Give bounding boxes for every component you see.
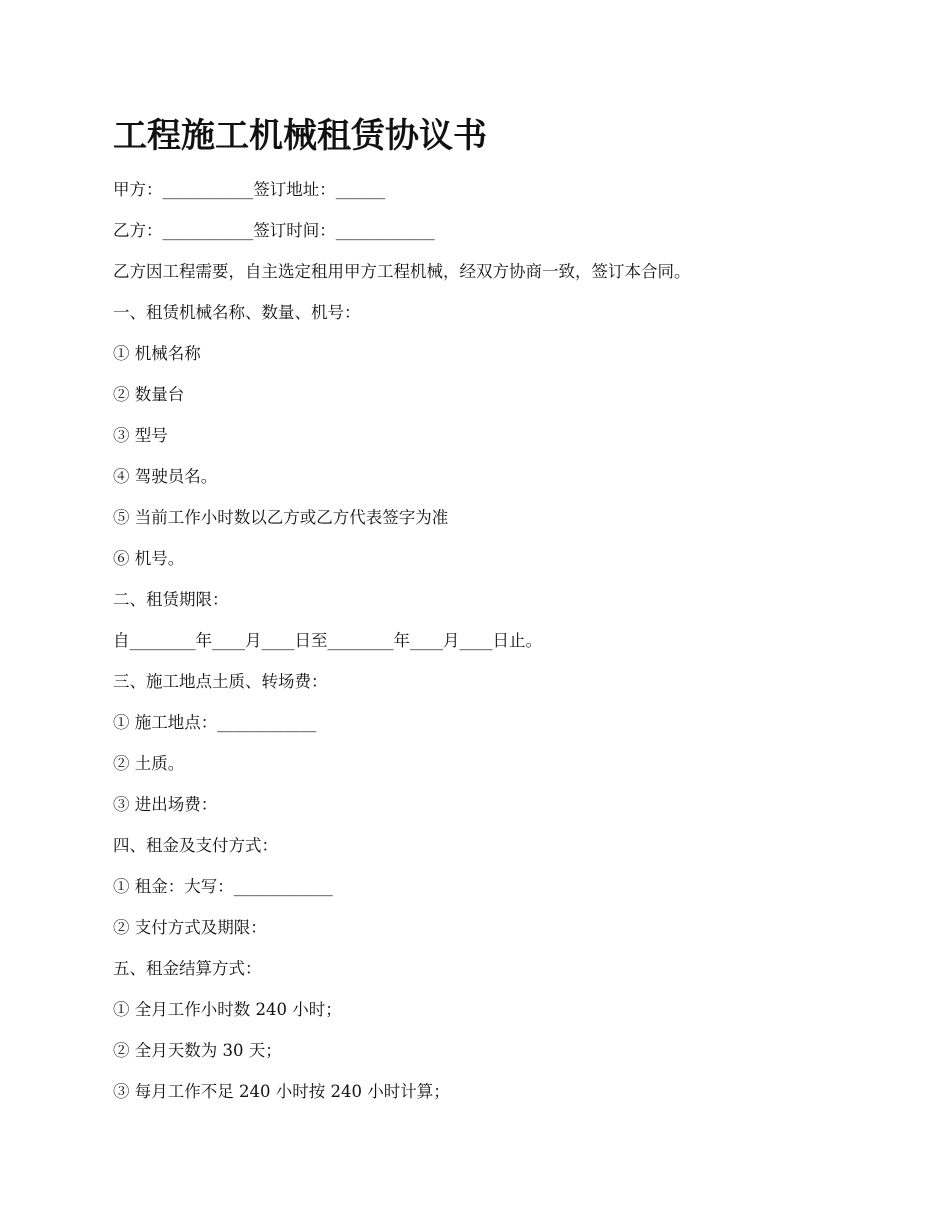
- list-item: ④ 驾驶员名。: [113, 467, 218, 486]
- list-item: ⑥ 机号。: [113, 549, 185, 568]
- document-title: 工程施工机械租赁协议书: [113, 116, 487, 156]
- list-item: ③ 型号: [113, 426, 168, 445]
- intro-paragraph: 乙方因工程需要，自主选定租用甲方工程机械，经双方协商一致，签订本合同。: [113, 262, 691, 281]
- list-item: ② 全月天数为 30 天；: [113, 1041, 282, 1060]
- list-item: ② 支付方式及期限：: [113, 918, 267, 937]
- list-item: ① 租金：大写：____________: [113, 877, 333, 896]
- list-item: ⑤ 当前工作小时数以乙方或乙方代表签字为准: [113, 508, 449, 527]
- section-heading-4: 四、租金及支付方式：: [113, 836, 278, 855]
- section-heading-5: 五、租金结算方式：: [113, 959, 262, 978]
- list-item: ③ 每月工作不足 240 小时按 240 小时计算；: [113, 1082, 450, 1101]
- list-item: ② 土质。: [113, 754, 185, 773]
- section-heading-1: 一、租赁机械名称、数量、机号：: [113, 303, 361, 322]
- party-a-line: 甲方：___________签订地址：______: [113, 180, 386, 199]
- section-heading-2: 二、租赁期限：: [113, 590, 229, 609]
- list-item: ② 数量台: [113, 385, 185, 404]
- party-b-line: 乙方：___________签订时间：____________: [113, 221, 435, 240]
- lease-period-line: 自________年____月____日至________年____月____日止。: [113, 631, 542, 650]
- list-item: ③ 进出场费：: [113, 795, 218, 814]
- document-page: [113, 112, 853, 1123]
- list-item: ① 施工地点：____________: [113, 713, 317, 732]
- list-item: ① 全月工作小时数 240 小时；: [113, 1000, 342, 1019]
- section-heading-3: 三、施工地点土质、转场费：: [113, 672, 328, 691]
- list-item: ① 机械名称: [113, 344, 201, 363]
